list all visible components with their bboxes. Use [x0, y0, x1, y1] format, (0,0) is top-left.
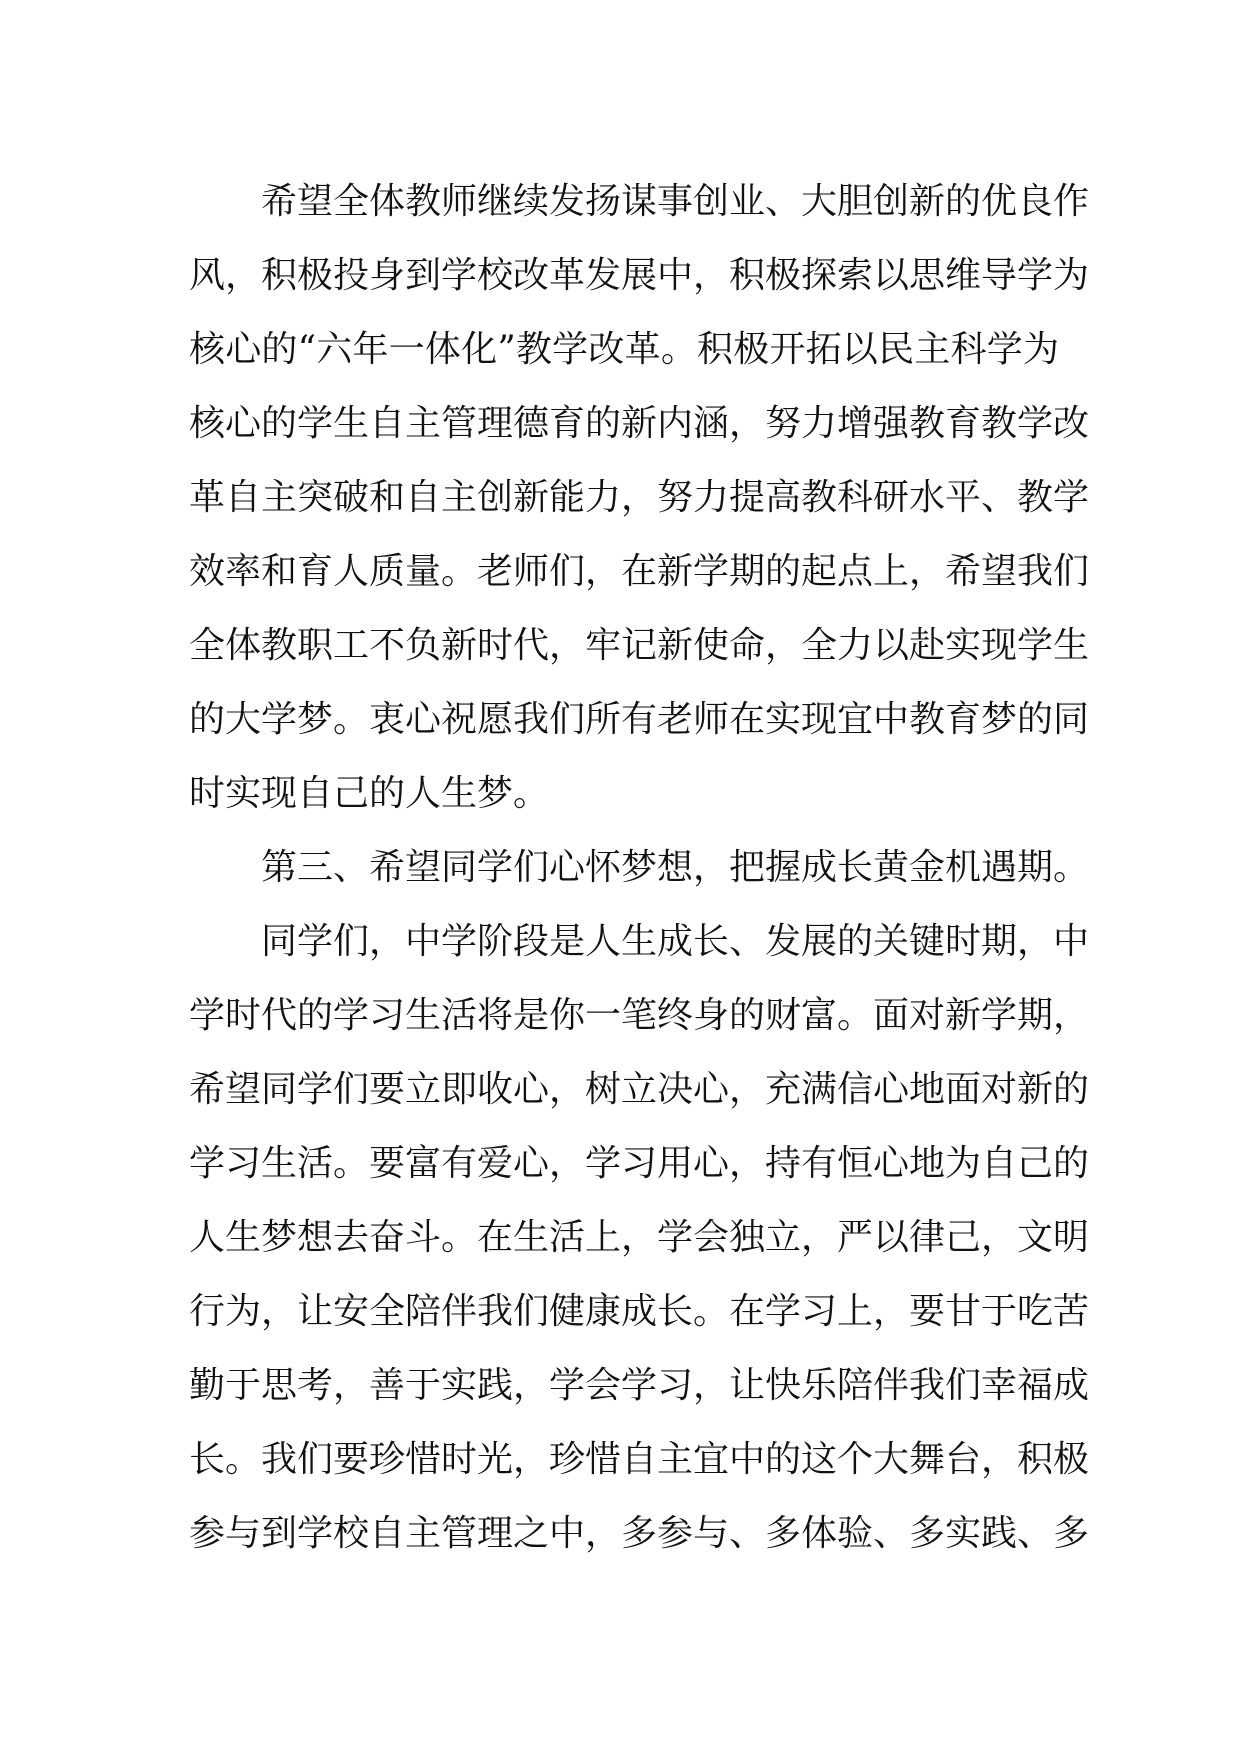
text-line: 时实现自己的人生梦。 [189, 773, 550, 814]
text-line: 同学们，中学阶段是人生成长、发展的关键时期，中 [261, 921, 1090, 962]
text-line: 行为，让安全陪伴我们健康成长。在学习上，要甘于吃苦 [189, 1291, 1090, 1332]
text-line: 学习生活。要富有爱心，学习用心，持有恒心地为自己的 [189, 1143, 1090, 1184]
text-line: 参与到学校自主管理之中，多参与、多体验、多实践、多 [189, 1513, 1090, 1554]
text-line: 效率和育人质量。老师们，在新学期的起点上，希望我们 [189, 551, 1090, 592]
text-line: 核心的学生自主管理德育的新内涵，努力增强教育教学改 [189, 403, 1090, 444]
body-text [189, 165, 1090, 1571]
text-line: 风，积极投身到学校改革发展中，积极探索以思维导学为 [189, 255, 1090, 296]
text-line: 希望同学们要立即收心，树立决心，充满信心地面对新的 [189, 1069, 1090, 1110]
text-line: 革自主突破和自主创新能力，努力提高教科研水平、教学 [189, 477, 1090, 518]
text-line: 长。我们要珍惜时光，珍惜自主宜中的这个大舞台，积极 [189, 1439, 1090, 1480]
text-line: 的大学梦。衷心祝愿我们所有老师在实现宜中教育梦的同 [189, 699, 1090, 740]
text-line: 核心的“六年一体化”教学改革。积极开拓以民主科学为 [189, 329, 1059, 370]
section-heading-line: 第三、希望同学们心怀梦想，把握成长黄金机遇期。 [261, 847, 1090, 888]
text-line: 希望全体教师继续发扬谋事创业、大胆创新的优良作 [261, 181, 1090, 222]
text-line: 人生梦想去奋斗。在生活上，学会独立，严以律己，文明 [189, 1217, 1090, 1258]
text-line: 全体教职工不负新时代，牢记新使命，全力以赴实现学生 [189, 625, 1090, 666]
text-line: 勤于思考，善于实践，学会学习，让快乐陪伴我们幸福成 [189, 1365, 1090, 1406]
text-line: 学时代的学习生活将是你一笔终身的财富。面对新学期， [189, 995, 1090, 1036]
